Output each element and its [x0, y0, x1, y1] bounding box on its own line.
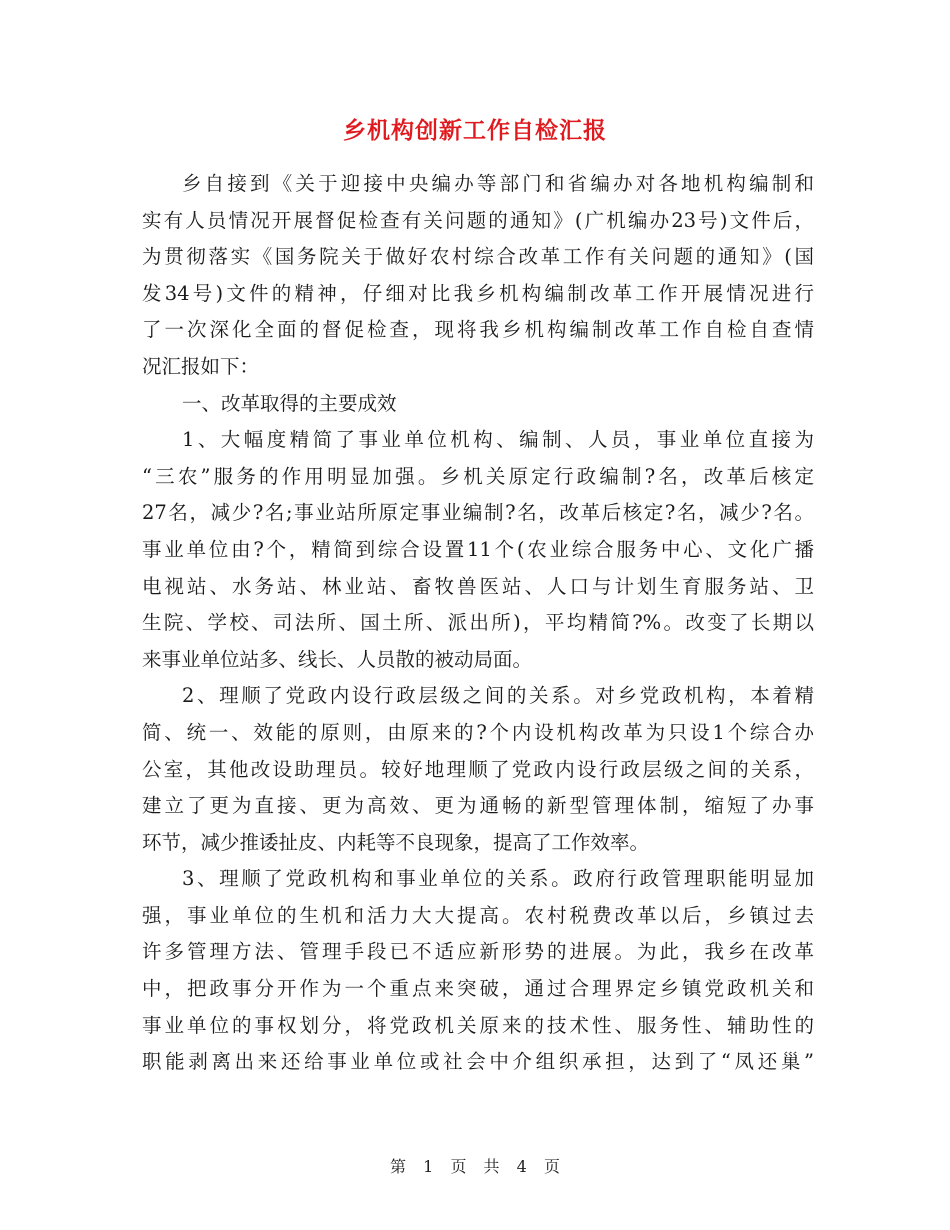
- paragraph-line: 2、理顺了党政内设行政层级之间的关系。对乡党政机构，本着精: [182, 684, 814, 708]
- paragraph-line: 职能剥离出来还给事业单位或社会中介组织承担，达到了“凤还巢”: [142, 1050, 814, 1074]
- paragraph-line: 了一次深化全面的督促检查，现将我乡机构编制改革工作自检自查情: [142, 318, 814, 342]
- paragraph-line: 环节，减少推诿扯皮、内耗等不良现象，提高了工作效率。: [142, 830, 650, 854]
- page-footer: [0, 1154, 950, 1177]
- paragraph-line: 况汇报如下：: [142, 354, 260, 378]
- paragraph-line: 发34号)文件的精神，仔细对比我乡机构编制改革工作开展情况进行: [142, 281, 814, 305]
- paragraph-line: 许多管理方法、管理手段已不适应新形势的进展。为此，我乡在改革: [142, 940, 814, 964]
- footer-suffix: 页: [543, 1157, 560, 1176]
- section-heading: 一、改革取得的主要成效: [182, 391, 397, 415]
- footer-total-label: 共: [483, 1157, 500, 1176]
- paragraph-line: 1、大幅度精简了事业单位机构、编制、人员，事业单位直接为: [182, 428, 814, 452]
- paragraph-line: 事业单位的事权划分，将党政机关原来的技术性、服务性、辅助性的: [142, 1013, 814, 1037]
- paragraph-line: 为贯彻落实《国务院关于做好农村综合改革工作有关问题的通知》(国: [142, 245, 814, 269]
- paragraph-line: 事业单位由?个，精简到综合设置11个(农业综合服务中心、文化广播: [142, 537, 814, 561]
- document-body: [142, 166, 814, 1081]
- paragraph-line: 乡自接到《关于迎接中央编办等部门和省编办对各地机构编制和: [182, 172, 814, 195]
- paragraph-line: 实有人员情况开展督促检查有关问题的通知》(广机编办23号)文件后，: [142, 208, 814, 232]
- paragraph-line: 电视站、水务站、林业站、畜牧兽医站、人口与计划生育服务站、卫: [142, 574, 814, 598]
- footer-page-number: 1: [423, 1157, 434, 1176]
- paragraph-line: 来事业单位站多、线长、人员散的被动局面。: [142, 647, 533, 671]
- paragraph-line: 27名，减少?名;事业站所原定事业编制?名，改革后核定?名，减少?名。: [142, 501, 814, 525]
- paragraph-line: “三农”服务的作用明显加强。乡机关原定行政编制?名，改革后核定: [142, 464, 814, 488]
- paragraph-line: 中，把政事分开作为一个重点来突破，通过合理界定乡镇党政机关和: [142, 977, 814, 1001]
- paragraph-line: 建立了更为直接、更为高效、更为通畅的新型管理体制，缩短了办事: [142, 794, 814, 818]
- paragraph-line: 简、统一、效能的原则，由原来的?个内设机构改革为只设1个综合办: [142, 720, 814, 744]
- footer-prefix: 第: [390, 1157, 407, 1176]
- paragraph-line: 3、理顺了党政机构和事业单位的关系。政府行政管理职能明显加: [182, 867, 814, 891]
- footer-page-label: 页: [450, 1157, 467, 1176]
- paragraph-line: 强，事业单位的生机和活力大大提高。农村税费改革以后，乡镇过去: [142, 903, 814, 927]
- paragraph-line: 生院、学校、司法所、国土所、派出所)，平均精简?%。改变了长期以: [142, 611, 814, 635]
- document-title: 乡机构创新工作自检汇报: [343, 117, 607, 144]
- paragraph-line: 公室，其他改设助理员。较好地理顺了党政内设行政层级之间的关系，: [142, 757, 814, 781]
- footer-total-pages: 4: [516, 1157, 527, 1176]
